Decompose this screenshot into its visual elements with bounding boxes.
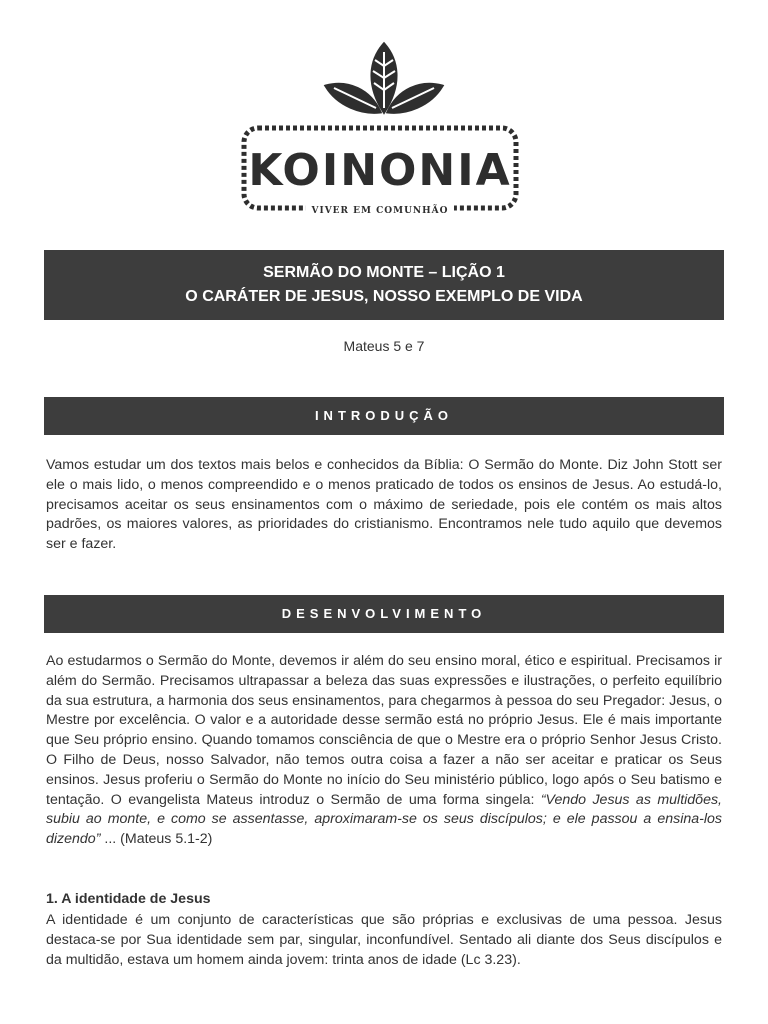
leaves-icon: [326, 44, 442, 112]
intro-paragraph: Vamos estudar um dos textos mais belos e conhecidos da Bíblia: O Sermão do Monte. Diz John Stott ser ele o mais lido, o menos compreendido e o menos praticado de todos os ensinos de Jesus. Ao estudá-lo, precisamos aceitar os seus ensinamentos com o máximo de seriedade, pois ele contém os mais altos padrões, os maiores valores, as prioridades do cristianismo. Encontramos nele tudo aquilo que devemos ser e fazer.: [46, 457, 722, 553]
development-paragraph: [46, 652, 722, 850]
point1-heading: 1. A identidade de Jesus: [46, 891, 211, 907]
lesson-title-line2: O CARÁTER DE JESUS, NOSSO EXEMPLO DE VIDA: [185, 288, 583, 305]
section-header-introducao: INTRODUÇÃO: [44, 397, 724, 435]
development-quote: “Vendo Jesus as multidões, subiu ao monte, e como se assentasse, aproximaram-se os seus discípulos; e ele passou a ensina-los dizendo”: [46, 791, 722, 848]
lesson-title-line1: SERMÃO DO MONTE – LIÇÃO 1: [263, 264, 505, 281]
point1-paragraph: A identidade é um conjunto de características que são próprias e exclusivas de uma pessoa. Jesus destaca-se por Sua identidade sem par, singular, inconfundível. Sentado ali diante dos Seus discípulos e da multidão, estava um homem ainda jovem: trinta anos de idade (Lc 3.23).: [46, 912, 722, 968]
development-citation: ... (Mateus 5.1-2): [100, 831, 213, 848]
logo-name: KOINONIA: [248, 145, 512, 196]
section-header-desenvolvimento: DESENVOLVIMENTO: [44, 595, 724, 633]
logo-tagline: VIVER EM COMUNHÃO: [311, 206, 449, 216]
logo: [0, 40, 768, 220]
lesson-title-bar: [44, 250, 724, 320]
development-text: Ao estudarmos o Sermão do Monte, devemos ir além do seu ensino moral, ético e espiritual. Precisamos ir além do Sermão. Precisamos ultrapassar a beleza das suas expressões e ilustrações, o perfeito equilíbrio da sua estrutura, a harmonia dos seus ensinamentos, para chegarmos à pessoa do seu Pregador: Jesus, o Mestre por excelência. O valor e a autoridade desse sermão está no próprio Jesus. Ele é mais importante que Seu próprio ensino. Quando tomamos consciência de que o Mestre era o próprio Senhor Jesus Cristo. O Filho de Deus, nosso Salvador, não temos outra coisa a fazer a não ser aceitar e praticar os Seus ensinos. Jesus proferiu o Sermão do Monte no início do Seu ministério público, logo após o Seu batismo e tentação. O evangelista Mateus introduz o Sermão de uma forma singela:: [46, 653, 722, 808]
logo-graphic: [234, 40, 534, 220]
scripture-reference: Mateus 5 e 7: [343, 338, 425, 354]
